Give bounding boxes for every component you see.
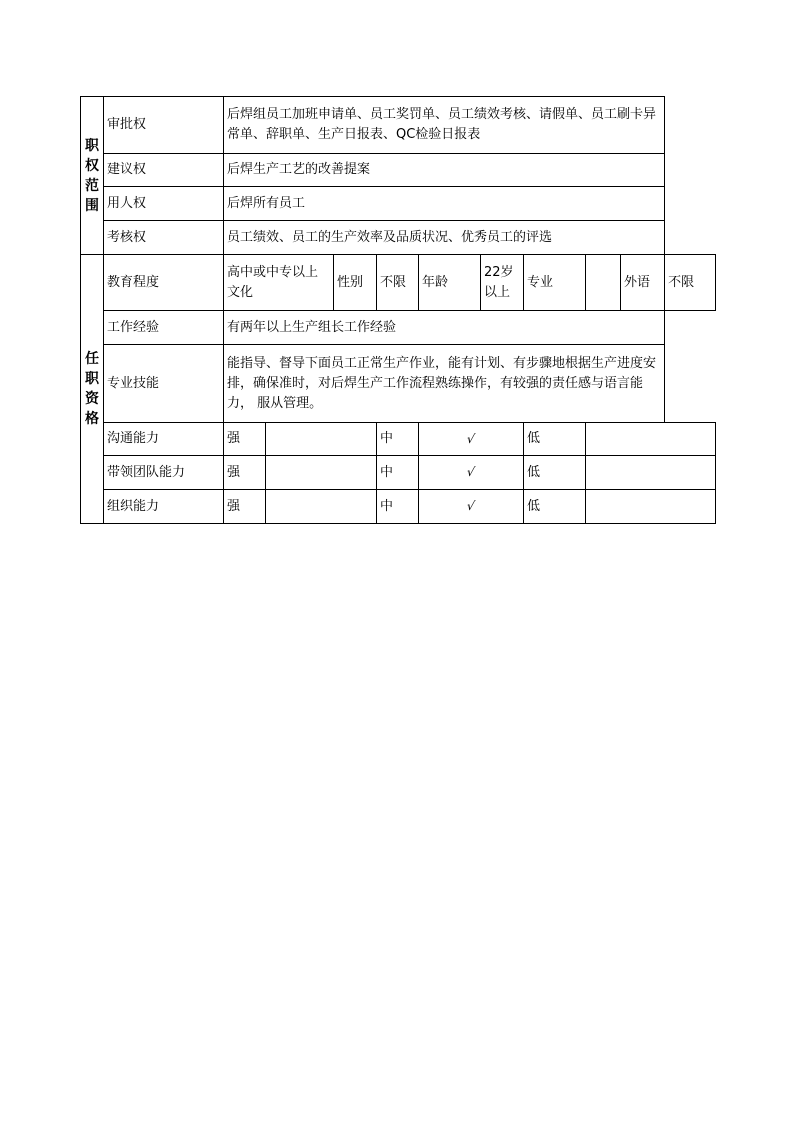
low-cell — [586, 490, 716, 524]
ability-row-team-leading — [81, 456, 716, 490]
gender-value: 不限 — [377, 255, 419, 311]
low-label: 低 — [524, 490, 586, 524]
education-label: 教育程度 — [104, 255, 224, 311]
low-cell — [586, 456, 716, 490]
medium-cell — [419, 490, 524, 524]
experience-row — [81, 311, 716, 345]
age-value: 22岁以上 — [481, 255, 524, 311]
ability-row-organization — [81, 490, 716, 524]
check-mark-icon: √ — [465, 465, 477, 479]
major-label: 专业 — [524, 255, 586, 311]
staffing-authority-label: 用人权 — [104, 187, 224, 221]
medium-cell — [419, 423, 524, 456]
medium-label: 中 — [377, 490, 419, 524]
language-label: 外语 — [621, 255, 665, 311]
strong-cell — [266, 490, 377, 524]
authority-row-suggestion — [81, 154, 716, 187]
job-description-table — [80, 96, 716, 524]
organization-ability-label: 组织能力 — [104, 490, 224, 524]
communication-ability-label: 沟通能力 — [104, 423, 224, 456]
strong-label: 强 — [224, 456, 266, 490]
ability-row-communication — [81, 423, 716, 456]
qualification-section-heading: 任 职 资 格 — [81, 255, 104, 524]
medium-label: 中 — [377, 456, 419, 490]
assessment-authority-value: 员工绩效、员工的生产效率及品质状况、优秀员工的评选 — [224, 221, 665, 255]
skills-row — [81, 345, 716, 423]
education-row — [81, 255, 716, 311]
language-value: 不限 — [665, 255, 716, 311]
skills-value: 能指导、督导下面员工正常生产作业，能有计划、有步骤地根据生产进度安排，确保准时，对后焊生产工作流程熟练操作，有较强的责任感与语言能力， 服从管理。 — [224, 345, 665, 423]
staffing-authority-value: 后焊所有员工 — [224, 187, 665, 221]
medium-label: 中 — [377, 423, 419, 456]
strong-cell — [266, 423, 377, 456]
strong-label: 强 — [224, 423, 266, 456]
authority-row-approval — [81, 97, 716, 154]
experience-label: 工作经验 — [104, 311, 224, 345]
low-label: 低 — [524, 423, 586, 456]
medium-cell — [419, 456, 524, 490]
authority-row-staffing — [81, 187, 716, 221]
assessment-authority-label: 考核权 — [104, 221, 224, 255]
strong-label: 强 — [224, 490, 266, 524]
education-value: 高中或中专以上文化 — [224, 255, 334, 311]
low-label: 低 — [524, 456, 586, 490]
approval-authority-value: 后焊组员工加班申请单、员工奖罚单、员工绩效考核、请假单、员工刷卡异常单、辞职单、生产日报表、QC检验日报表 — [224, 97, 665, 154]
strong-cell — [266, 456, 377, 490]
authority-row-assessment — [81, 221, 716, 255]
gender-label: 性别 — [334, 255, 377, 311]
low-cell — [586, 423, 716, 456]
suggestion-authority-value: 后焊生产工艺的改善提案 — [224, 154, 665, 187]
check-mark-icon: √ — [465, 499, 477, 513]
experience-value: 有两年以上生产组长工作经验 — [224, 311, 665, 345]
skills-label: 专业技能 — [104, 345, 224, 423]
check-mark-icon: √ — [465, 431, 477, 446]
authority-section-heading: 职 权 范 围 — [81, 97, 104, 255]
age-label: 年龄 — [419, 255, 481, 311]
suggestion-authority-label: 建议权 — [104, 154, 224, 187]
major-value — [586, 255, 621, 311]
team-leading-ability-label: 带领团队能力 — [104, 456, 224, 490]
approval-authority-label: 审批权 — [104, 97, 224, 154]
